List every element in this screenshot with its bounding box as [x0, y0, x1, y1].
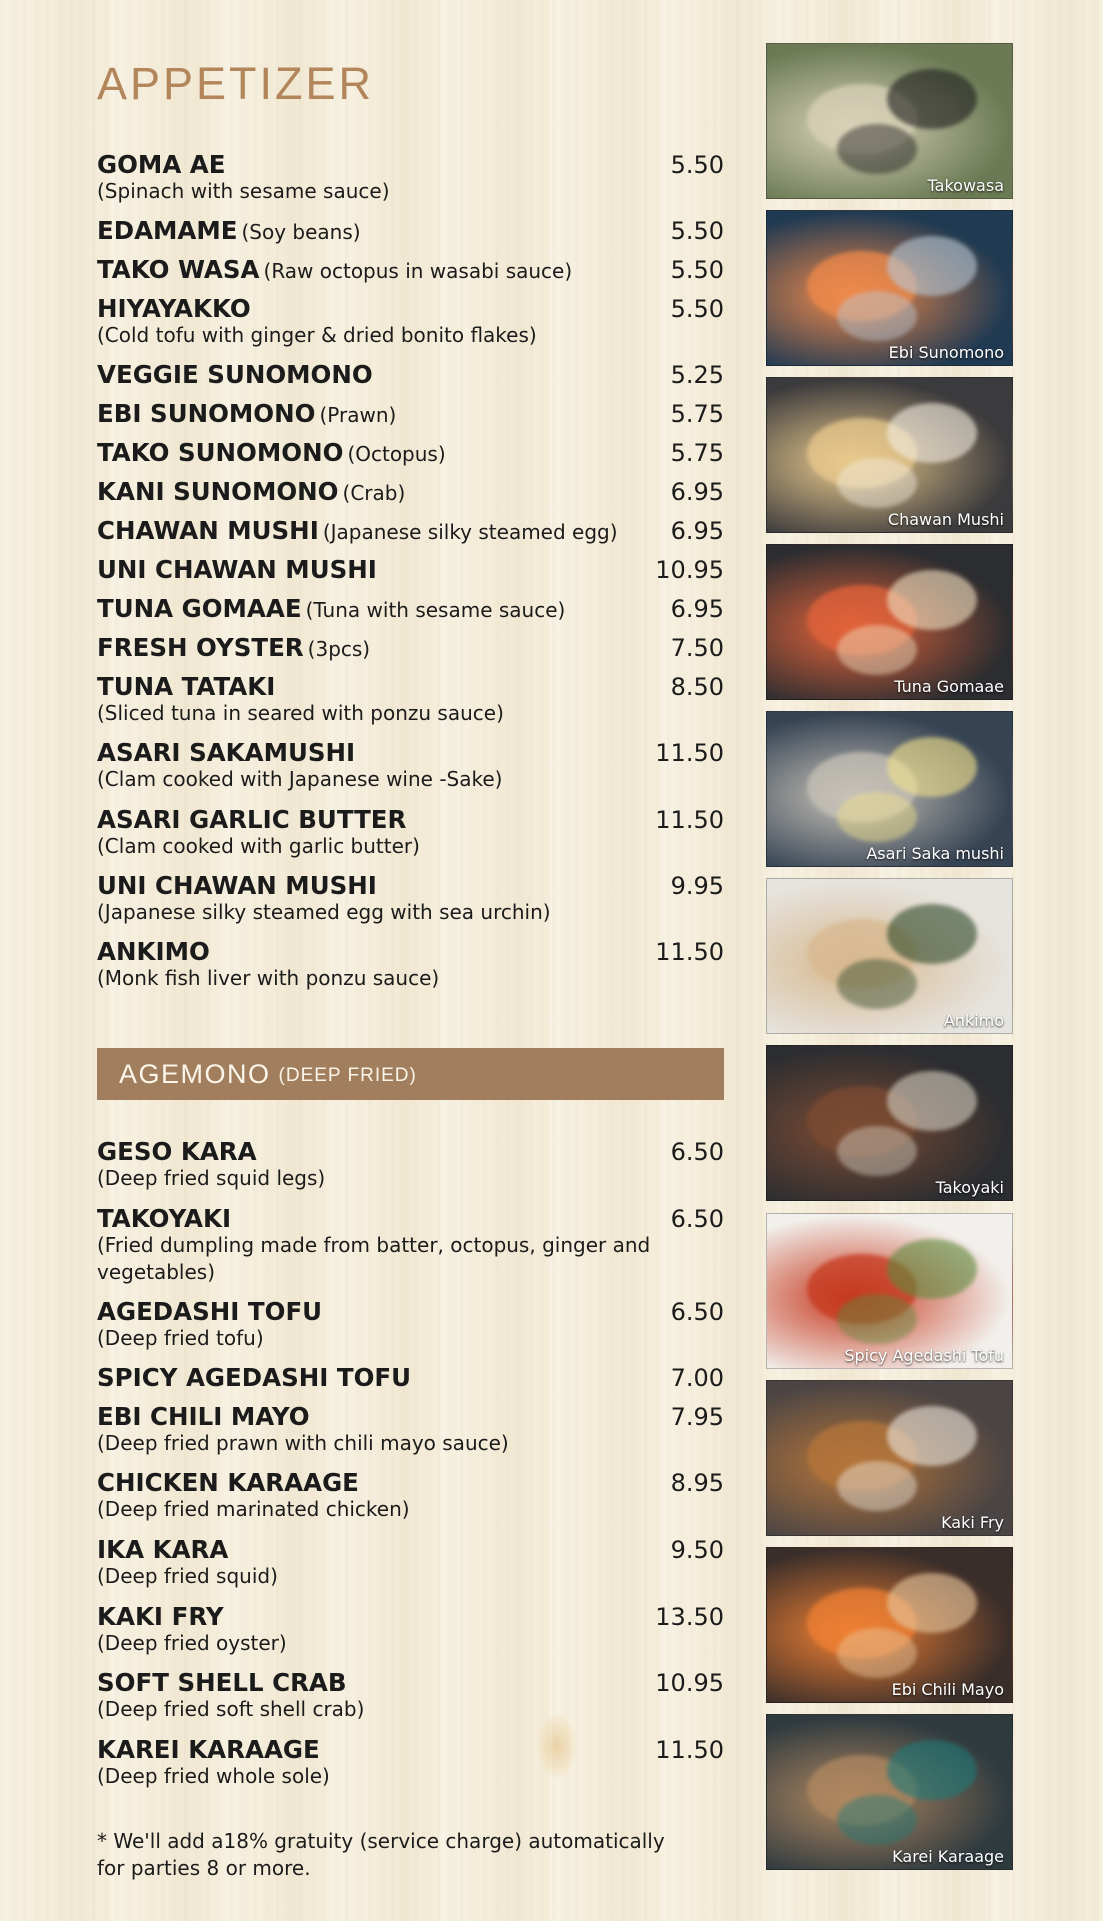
- photo-food-shape: [887, 1740, 977, 1800]
- menu-item-price: 7.50: [670, 634, 724, 662]
- photo-caption: Takoyaki: [935, 1178, 1004, 1197]
- menu-item-row: [97, 555, 724, 585]
- menu-item-price: 5.25: [670, 361, 724, 389]
- menu-item-name: [97, 1402, 310, 1431]
- menu-item-name: [97, 1297, 322, 1326]
- photo-food-shape: [887, 904, 977, 964]
- menu-item-row: [97, 255, 724, 285]
- menu-item-description: (Deep fried tofu): [97, 1326, 264, 1350]
- menu-item-row: [97, 360, 724, 390]
- photo-caption: Kaki Fry: [941, 1513, 1004, 1532]
- menu-item-price: 8.95: [670, 1469, 724, 1497]
- menu-item-name-text: FRESH OYSTER: [97, 633, 304, 662]
- menu-item-name: [97, 805, 406, 834]
- menu-item-price: 5.75: [670, 400, 724, 428]
- menu-item-row: [97, 477, 724, 507]
- menu-item-name-text: EDAMAME: [97, 216, 238, 245]
- menu-item: [97, 594, 724, 624]
- menu-item-name-text: VEGGIE SUNOMONO: [97, 360, 373, 389]
- menu-item-row: [97, 150, 724, 180]
- photo-caption: Ebi Chili Mayo: [891, 1680, 1004, 1699]
- menu-item-name: [97, 1204, 231, 1233]
- menu-item-note: (Prawn): [319, 403, 397, 427]
- menu-item-row: [97, 738, 724, 768]
- menu-item: [97, 438, 724, 468]
- dish-photo: [766, 711, 1013, 867]
- photo-food-shape: [837, 1126, 917, 1176]
- menu-item-row: [97, 438, 724, 468]
- menu-item-note: (Crab): [342, 481, 406, 505]
- menu-item-row: [97, 805, 724, 835]
- menu-item: [97, 1363, 724, 1393]
- photo-caption: Tuna Gomaae: [894, 677, 1004, 696]
- menu-item: [97, 738, 724, 793]
- menu-item-price: 11.50: [655, 1736, 724, 1764]
- menu-item: [97, 150, 724, 205]
- photo-food-shape: [887, 1573, 977, 1633]
- photo-food-shape: [837, 959, 917, 1009]
- photo-food-shape: [887, 1071, 977, 1131]
- menu-item-name-text: EBI SUNOMONO: [97, 399, 316, 428]
- menu-item-row: [97, 1402, 724, 1432]
- menu-item: [97, 399, 724, 429]
- agemono-subtitle: (DEEP FRIED): [278, 1065, 417, 1086]
- menu-item: [97, 1468, 724, 1523]
- menu-item-note: (Raw octopus in wasabi sauce): [263, 259, 573, 283]
- menu-item-row: [97, 516, 724, 546]
- menu-item-name-text: HIYAYAKKO: [97, 294, 251, 323]
- menu-item-note: (Soy beans): [241, 220, 361, 244]
- menu-item-price: 6.95: [670, 517, 724, 545]
- photo-caption: Takowasa: [927, 176, 1004, 195]
- appetizer-heading: APPETIZER: [97, 58, 375, 109]
- menu-item-name-text: ASARI SAKAMUSHI: [97, 738, 356, 767]
- dish-photo: [766, 544, 1013, 700]
- menu-item-description: (Clam cooked with Japanese wine -Sake): [97, 767, 503, 791]
- menu-item-name-text: KAKI FRY: [97, 1602, 224, 1631]
- menu-item-note: (Tuna with sesame sauce): [305, 598, 566, 622]
- menu-item: [97, 937, 724, 992]
- menu-item-name-text: ANKIMO: [97, 937, 210, 966]
- photo-food-shape: [887, 737, 977, 797]
- menu-item: [97, 1137, 724, 1192]
- menu-item: [97, 1204, 724, 1286]
- menu-item-row: [97, 1735, 724, 1765]
- menu-item-row: [97, 1602, 724, 1632]
- menu-item-row: [97, 1535, 724, 1565]
- menu-item-row: [97, 871, 724, 901]
- menu-item-name-text: SPICY AGEDASHI TOFU: [97, 1363, 412, 1392]
- menu-item: [97, 216, 724, 246]
- photo-food-shape: [887, 570, 977, 630]
- photo-food-shape: [837, 458, 917, 508]
- menu-item: [97, 255, 724, 285]
- photo-caption: Spicy Agedashi Tofu: [844, 1346, 1004, 1365]
- menu-item-row: [97, 672, 724, 702]
- photo-food-shape: [887, 1239, 977, 1299]
- menu-item: [97, 294, 724, 349]
- menu-item-name-text: GESO KARA: [97, 1137, 257, 1166]
- menu-item-name-text: TAKOYAKI: [97, 1204, 232, 1233]
- menu-item-row: [97, 594, 724, 624]
- menu-item: [97, 1735, 724, 1790]
- menu-item: [97, 516, 724, 546]
- menu-item-name-text: KAREI KARAAGE: [97, 1735, 320, 1764]
- menu-item-description: (Monk fish liver with ponzu sauce): [97, 966, 440, 990]
- menu-item-name-text: CHICKEN KARAAGE: [97, 1468, 359, 1497]
- menu-item-price: 6.95: [670, 478, 724, 506]
- menu-item-name-text: UNI CHAWAN MUSHI: [97, 555, 377, 584]
- menu-item-description: (Japanese silky steamed egg with sea urchin): [97, 900, 551, 924]
- menu-item-name: [97, 216, 361, 245]
- menu-item-description: (Fried dumpling made from batter, octopus, ginger and vegetables): [97, 1233, 651, 1284]
- menu-item-price: 6.50: [670, 1298, 724, 1326]
- menu-item-name: [97, 555, 377, 584]
- menu-item-name: [97, 1668, 347, 1697]
- menu-item-description: (Deep fried whole sole): [97, 1764, 330, 1788]
- menu-item-price: 6.50: [670, 1205, 724, 1233]
- menu-item-note: (3pcs): [307, 637, 371, 661]
- menu-item-price: 7.00: [670, 1364, 724, 1392]
- menu-item: [97, 477, 724, 507]
- menu-item: [97, 1297, 724, 1352]
- menu-item-row: [97, 216, 724, 246]
- photo-food-shape: [837, 1294, 917, 1344]
- agemono-heading: AGEMONO: [119, 1058, 271, 1089]
- menu-item-name: [97, 633, 370, 662]
- menu-item-price: 11.50: [655, 806, 724, 834]
- menu-item-name-text: GOMA AE: [97, 150, 226, 179]
- menu-item-name: [97, 594, 565, 623]
- menu-item-name: [97, 1602, 224, 1631]
- photo-food-shape: [837, 1795, 917, 1845]
- menu-item-name: [97, 360, 373, 389]
- dish-photo: [766, 1547, 1013, 1703]
- photo-food-shape: [887, 403, 977, 463]
- menu-item-name-text: EBI CHILI MAYO: [97, 1402, 310, 1431]
- menu-item-name: [97, 871, 377, 900]
- menu-item-name: [97, 438, 446, 467]
- menu-item-name: [97, 672, 275, 701]
- menu-item-name: [97, 150, 226, 179]
- menu-item-price: 10.95: [655, 556, 724, 584]
- menu-item-price: 5.50: [670, 256, 724, 284]
- menu-item-price: 11.50: [655, 739, 724, 767]
- dish-photo: [766, 377, 1013, 533]
- menu-item-name: [97, 1735, 320, 1764]
- menu-item-description: (Cold tofu with ginger & dried bonito flakes): [97, 323, 537, 347]
- menu-item: [97, 360, 724, 390]
- menu-item-description: (Deep fried soft shell crab): [97, 1697, 365, 1721]
- menu-item-name: [97, 477, 405, 506]
- photo-food-shape: [837, 1628, 917, 1678]
- menu-item-row: [97, 1668, 724, 1698]
- menu-item-row: [97, 294, 724, 324]
- menu-item-row: [97, 1297, 724, 1327]
- menu-item-name-text: ASARI GARLIC BUTTER: [97, 805, 407, 834]
- menu-item: [97, 1402, 724, 1457]
- menu-item-row: [97, 937, 724, 967]
- menu-item-price: 5.50: [670, 295, 724, 323]
- agemono-banner: [97, 1048, 724, 1100]
- menu-item: [97, 805, 724, 860]
- menu-item-description: (Spinach with sesame sauce): [97, 179, 390, 203]
- menu-item-price: 10.95: [655, 1669, 724, 1697]
- photo-caption: Asari Saka mushi: [866, 844, 1004, 863]
- menu-item-price: 6.50: [670, 1138, 724, 1166]
- menu-item-note: (Japanese silky steamed egg): [322, 520, 618, 544]
- menu-item-price: 9.50: [670, 1536, 724, 1564]
- photo-caption: Ankimo: [943, 1011, 1004, 1030]
- menu-item: [97, 672, 724, 727]
- photo-caption: Karei Karaage: [892, 1847, 1004, 1866]
- menu-item-name: [97, 255, 572, 284]
- menu-item-name: [97, 937, 210, 966]
- dish-photo: [766, 1045, 1013, 1201]
- menu-item-row: [97, 1468, 724, 1498]
- menu-item-price: 9.95: [670, 872, 724, 900]
- menu-item-name-text: CHAWAN MUSHI: [97, 516, 319, 545]
- menu-item-price: 5.50: [670, 217, 724, 245]
- dish-photo: [766, 210, 1013, 366]
- menu-item-name: [97, 516, 618, 545]
- menu-item-name: [97, 294, 251, 323]
- gratuity-footnote: * We'll add a18% gratuity (service charge) automatically for parties 8 or more.: [97, 1829, 665, 1880]
- dish-photo: [766, 43, 1013, 199]
- menu-item-name-text: TUNA TATAKI: [97, 672, 276, 701]
- photo-food-shape: [837, 124, 917, 174]
- menu-item-price: 13.50: [655, 1603, 724, 1631]
- photo-food-shape: [837, 792, 917, 842]
- menu-item-row: [97, 1204, 724, 1234]
- menu-item-price: 11.50: [655, 938, 724, 966]
- photo-food-shape: [837, 291, 917, 341]
- photo-food-shape: [837, 1461, 917, 1511]
- menu-item-row: [97, 399, 724, 429]
- menu-item-name: [97, 1468, 359, 1497]
- menu-item-name: [97, 399, 396, 428]
- menu-item-name: [97, 738, 355, 767]
- menu-item-row: [97, 1137, 724, 1167]
- dish-photo: [766, 878, 1013, 1034]
- menu-item-name: [97, 1137, 257, 1166]
- menu-item-name-text: IKA KARA: [97, 1535, 229, 1564]
- menu-item-description: (Deep fried squid): [97, 1564, 278, 1588]
- menu-item-description: (Deep fried squid legs): [97, 1166, 326, 1190]
- menu-item-name-text: SOFT SHELL CRAB: [97, 1668, 347, 1697]
- menu-item-name-text: UNI CHAWAN MUSHI: [97, 871, 377, 900]
- photo-food-shape: [887, 1406, 977, 1466]
- menu-item-name-text: TAKO SUNOMONO: [97, 438, 344, 467]
- photo-food-shape: [887, 69, 977, 129]
- photo-caption: Chawan Mushi: [887, 510, 1004, 529]
- menu-item-name-text: TUNA GOMAAE: [97, 594, 302, 623]
- dish-photo: [766, 1380, 1013, 1536]
- menu-item-note: (Octopus): [347, 442, 446, 466]
- menu-item-description: (Deep fried oyster): [97, 1631, 287, 1655]
- menu-item-price: 8.50: [670, 673, 724, 701]
- menu-item-name: [97, 1363, 411, 1392]
- menu-item-price: 5.50: [670, 151, 724, 179]
- menu-item-price: 5.75: [670, 439, 724, 467]
- menu-item-price: 7.95: [670, 1403, 724, 1431]
- dish-photo: [766, 1213, 1013, 1369]
- menu-item: [97, 555, 724, 585]
- menu-item-description: (Deep fried marinated chicken): [97, 1497, 410, 1521]
- menu-item-row: [97, 633, 724, 663]
- dish-photo: [766, 1714, 1013, 1870]
- menu-item-name-text: TAKO WASA: [97, 255, 260, 284]
- menu-item: [97, 1535, 724, 1590]
- menu-item-description: (Deep fried prawn with chili mayo sauce): [97, 1431, 509, 1455]
- photo-food-shape: [887, 236, 977, 296]
- menu-item-name-text: AGEDASHI TOFU: [97, 1297, 323, 1326]
- menu-item-name: [97, 1535, 228, 1564]
- menu-item: [97, 633, 724, 663]
- menu-item: [97, 1668, 724, 1723]
- menu-item-price: 6.95: [670, 595, 724, 623]
- photo-food-shape: [837, 625, 917, 675]
- menu-item-description: (Clam cooked with garlic butter): [97, 834, 420, 858]
- menu-item-description: (Sliced tuna in seared with ponzu sauce): [97, 701, 504, 725]
- photo-caption: Ebi Sunomono: [888, 343, 1004, 362]
- menu-item: [97, 1602, 724, 1657]
- menu-item-name-text: KANI SUNOMONO: [97, 477, 339, 506]
- menu-item-row: [97, 1363, 724, 1393]
- menu-item: [97, 871, 724, 926]
